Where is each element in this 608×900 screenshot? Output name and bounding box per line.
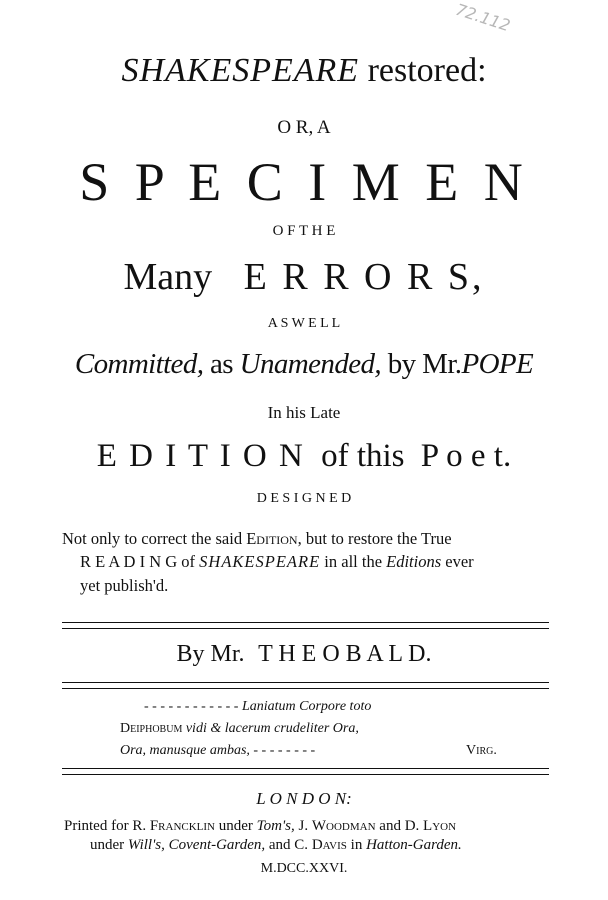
epigraph-text: vidi & lacerum crudeliter Ora, — [185, 721, 359, 736]
title-many: Many — [123, 256, 213, 298]
title-many-errors — [0, 258, 608, 296]
designed-line-1 — [62, 531, 452, 548]
title-by-mr: by Mr. — [387, 348, 462, 380]
imprint-davis: Davis — [311, 837, 347, 853]
imprint-text: and C. — [268, 837, 309, 853]
imprint-text: J. — [298, 818, 309, 834]
imprint-wills: Will's, Covent-Garden, — [127, 837, 266, 853]
title-of-this: of this — [321, 438, 405, 474]
imprint-lyon: Lyon — [423, 818, 457, 834]
designed-text: but to restore the True — [305, 529, 452, 548]
imprint-text: Printed for R. — [64, 818, 147, 834]
designed-line-3: yet publish'd. — [80, 576, 169, 595]
imprint-woodman: Woodman — [311, 818, 376, 834]
designed-editions: Editions — [386, 552, 442, 571]
rule-bottom-1 — [62, 768, 549, 769]
author-line — [0, 642, 608, 666]
title-unamended: Unamended, — [239, 348, 382, 380]
title-poet: P o e t. — [420, 438, 512, 474]
imprint-hatton: Hatton-Garden. — [366, 837, 462, 853]
imprint-text: under — [218, 818, 253, 834]
title-edition-line — [0, 440, 608, 473]
title-edition: E D I T I O N — [96, 438, 305, 474]
imprint-text: and D. — [379, 818, 420, 834]
imprint-city: L O N D O N: — [256, 789, 352, 808]
designed-text: Not only to correct the said — [62, 529, 243, 548]
title-as-well: A S W E L L — [267, 316, 341, 331]
epigraph-line-2 — [120, 722, 359, 736]
designed-edition: Edition, — [246, 529, 302, 548]
rule-bottom-2 — [62, 774, 549, 775]
title-of-the: O F T H E — [272, 223, 336, 239]
author-by-mr: By Mr. — [176, 641, 245, 667]
designed-heading: D E S I G N E D — [256, 491, 352, 506]
author-name: T H E O B A L D. — [258, 641, 432, 667]
title-committed: Committed, — [74, 348, 204, 380]
designed-shakespeare: SHAKESPEARE — [199, 552, 321, 571]
imprint-text: under — [90, 837, 125, 853]
title-in-his-late: In his Late — [267, 403, 341, 422]
title-as: as — [210, 348, 233, 380]
designed-text: ever — [445, 552, 474, 571]
title-shakespeare: SHAKESPEARE — [121, 52, 360, 89]
designed-reading: R E A D I N G — [80, 552, 178, 571]
rule-mid-1 — [62, 682, 549, 683]
rule-top-2 — [62, 628, 549, 629]
imprint-line-1 — [64, 819, 456, 834]
imprint-date: M.DCC.XXVI. — [260, 861, 348, 876]
epigraph-deiphobum: Deiphobum — [120, 721, 183, 736]
rule-mid-2 — [62, 688, 549, 689]
title-pope: POPE — [461, 348, 534, 380]
title-errors: E R R O R S, — [243, 256, 485, 298]
epigraph-line-3: Ora, manusque ambas, - - - - - - - - — [120, 743, 316, 758]
title-committed-line — [0, 350, 608, 379]
designed-text: in all the — [324, 552, 383, 571]
rule-top-1 — [62, 622, 549, 623]
title-or-a: O R, A — [277, 117, 331, 138]
epigraph-line-1: - - - - - - - - - - - - Laniatum Corpore toto — [144, 699, 372, 714]
imprint-text: in — [350, 837, 363, 853]
title-line-shakespeare — [0, 54, 608, 88]
epigraph-attribution: Virg. — [466, 743, 497, 758]
title-restored: restored: — [367, 52, 487, 89]
imprint-line-2 — [90, 838, 462, 853]
designed-text: of — [181, 552, 196, 571]
designed-line-2 — [80, 554, 474, 571]
title-specimen: S P E C I M E N — [79, 152, 529, 212]
imprint-francklin: Francklin — [149, 818, 216, 834]
pencil-annotation: 72.112 — [453, 0, 513, 36]
imprint-toms: Tom's, — [256, 818, 295, 834]
